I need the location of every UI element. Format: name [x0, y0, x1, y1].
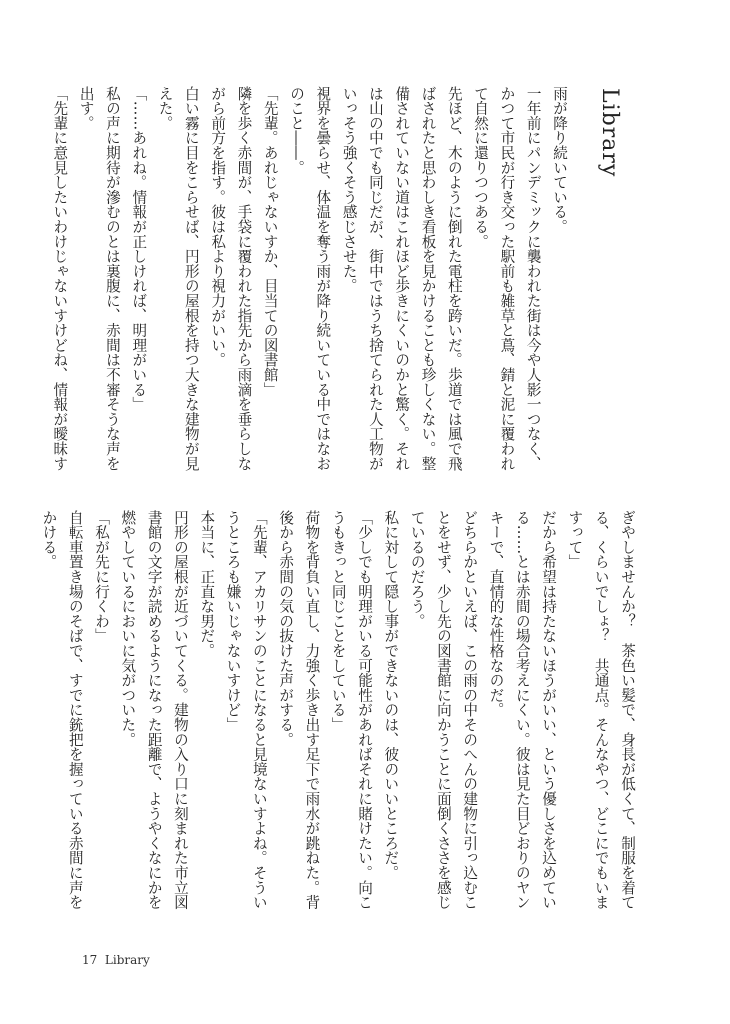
page-number: 17 — [82, 953, 98, 967]
paragraph: 私の声に期待が滲むのとは裏腹に、赤間は不審そうな声を出す。 — [77, 86, 121, 471]
paragraph: ぎやしませんか？ 茶色い髪で、身長が低くて、制服を着てる、くらいでしょ？ 共通点。そんなやつ、どこにでもいますって」 — [566, 510, 636, 910]
paragraph: 「先輩に意見したいわけじゃないすけどね、情報が曖昧す — [51, 86, 69, 471]
paragraph: 「……あれね。情報が正しければ、明理がいる」 — [130, 86, 148, 412]
paragraph: 「少しでも明理がいる可能性があればそれに賭けたい。向こうもきっと同じことをしている」 — [329, 510, 374, 910]
paragraph: 一年前にパンデミックに襲われた街は今や人影一つなく、かつて市民が行き交った駅前も雑草と蔦、錆と泥に覆われて自然に還りつつある。 — [472, 86, 542, 471]
paragraph: 「先輩。あれじゃないすか、目当ての図書館」 — [261, 86, 279, 397]
paragraph: 先ほど、木のように倒れた電柱を跨いだ。歩道では風で飛ばされたと思わしき看板を見かけることも珍しくない。整備されていない道はこれほど歩きにくいのかと驚く。それは山の中でも同じだが、街中ではうち捨てられた人工物がいっそう強くそう感じさせた。 — [340, 86, 463, 471]
text-block-upper — [51, 86, 572, 476]
paragraph: 本当に、正直な男だ。 — [198, 510, 216, 658]
paragraph: 円形の屋根が近づいてくる。建物の入り口に刻まれた市立図書館の文字が読めるようになった距離で、ようやくなにかを燃やしているにおいに気がついた。 — [119, 510, 189, 910]
paragraph: 「私が先に行くわ」 — [93, 510, 111, 644]
paragraph: 荷物を背負い直し、力強く歩き出す足下で雨水が跳ねた。背後から赤間の気の抜けた声がする。 — [277, 510, 321, 910]
paragraph: 自転車置き場のそばで、すでに銃把を握っている赤間に声をかける。 — [40, 510, 84, 910]
paragraph: どちらかといえば、この雨の中そのへんの建物に引っ込むことをせず、少し先の図書館に向かうことに面倒くささを感じているのだろう。 — [408, 510, 479, 910]
paragraph: 視界を曇らせ、体温を奪う雨が降り続いている中ではなおのこと――。 — [288, 86, 332, 471]
paragraph: 私に対して隠し事ができないのは、彼のいいところだ。 — [382, 510, 400, 880]
running-title: Library — [104, 953, 150, 967]
text-block-lower — [40, 510, 640, 910]
paragraph: 雨が降り続いている。 — [551, 86, 568, 234]
paragraph: だから希望は持たないほうがいい、という優しさを込めている……とは赤間の場合考えにくい。彼は見た目どおりのヤンキーで、直情的な性格なのだ。 — [487, 510, 558, 910]
paragraph: 白い霧に目をこらせば、円形の屋根を持つ大きな建物が見えた。 — [156, 86, 200, 471]
paragraph: 隣を歩く赤間が、手袋に覆われた指先から雨滴を垂らしながら前方を指す。彼は私より視力がいい。 — [209, 86, 253, 471]
paragraph: 「先輩、アカリサンのことになると見境ないすよね。そういうところも嫌いじゃないすけど」 — [224, 510, 268, 910]
page-footer — [82, 953, 150, 967]
chapter-title: Library — [597, 88, 622, 178]
